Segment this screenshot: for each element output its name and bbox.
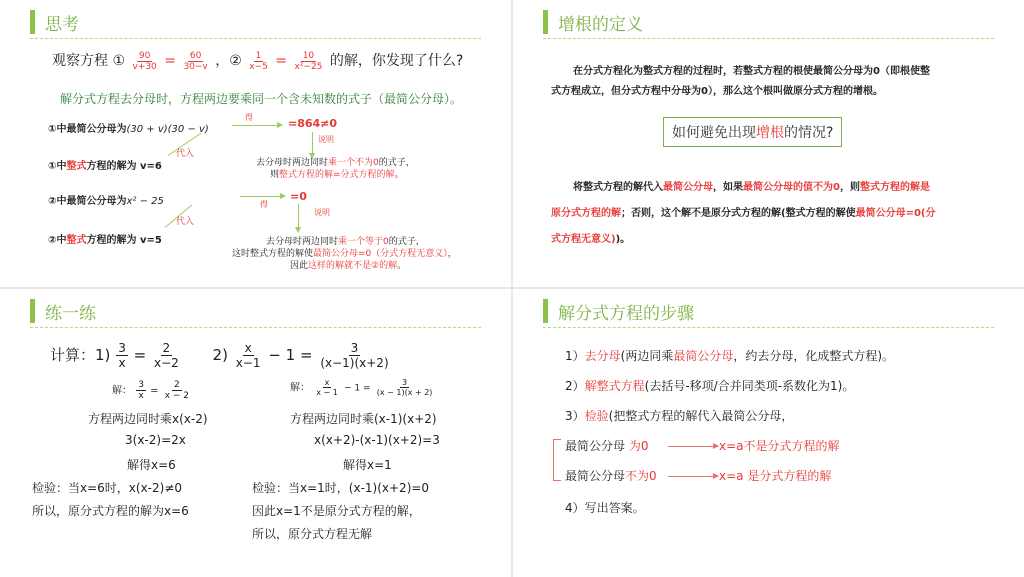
accent-bar bbox=[543, 299, 548, 323]
a2-step2: x(x+2)-(x-1)(x+2)=3 bbox=[314, 433, 440, 447]
eq2-equals: = bbox=[275, 53, 288, 69]
header-divider bbox=[543, 38, 994, 39]
row1-result: =864≠0 bbox=[288, 117, 338, 130]
a1-step1: 方程两边同时乘x(x-2) bbox=[88, 412, 208, 426]
accent-bar bbox=[30, 10, 35, 34]
header-divider bbox=[543, 327, 994, 328]
q1-left-fraction: $\frac{3}{x}$ bbox=[118, 341, 126, 370]
row2-note1: 去分母时两边同时乘一个不为0的式子， bbox=[256, 158, 415, 168]
a1-step4: 检验：当x=6时，x(x-2)≠0 bbox=[32, 481, 183, 495]
row2-note2: 则整式方程的解=分式方程的解。 bbox=[270, 170, 404, 180]
step-1: 1）去分母(两边同乘最简公分母，约去分母，化成整式方程)。 bbox=[565, 349, 895, 363]
eq2-right-fraction: $\frac{10}{\text{x²−25}}$ bbox=[294, 50, 323, 72]
check-line2: 原分式方程的解；否则，这个解不是原分式方程的解(整式方程的解使最简公分母=0(分 bbox=[551, 208, 936, 219]
observe-line bbox=[52, 50, 463, 72]
row3-daijin: 代入 bbox=[176, 217, 195, 227]
case-zero-arrow bbox=[668, 446, 718, 447]
row3-down-arrow bbox=[298, 204, 299, 232]
panel-header bbox=[30, 297, 96, 325]
a2-setup: 解： $\frac{x}{x - 1}$ − 1 = $\frac{3}{(x - 1)(x + 2)}$ bbox=[290, 378, 433, 397]
row3-explain: 说明 bbox=[314, 208, 330, 217]
row1-lcd: ①中最简公分母为(30 + v)(30 − v) bbox=[48, 124, 209, 135]
a2-step1: 方程两边同时乘(x-1)(x+2) bbox=[290, 412, 437, 426]
step-3: 3）检验(把整式方程的解代入最简公分母， bbox=[565, 409, 794, 423]
q2-right-fraction: $\frac{3}{(x-1)(x+2)}$ bbox=[320, 341, 389, 370]
a1-step5: 所以，原分式方程的解为x=6 bbox=[32, 504, 189, 518]
row1-arrow bbox=[232, 125, 282, 126]
question-line: 计算：1) $\frac{3}{x}$ = $\frac{2}{x-2}$ 2) $\frac{x}{x-1}$ − 1 = $\frac{3}{(x-1)(x+2)}$ bbox=[50, 341, 389, 370]
header-divider bbox=[30, 38, 481, 39]
row1-daijin: 代入 bbox=[176, 149, 195, 159]
row1-explain: 说明 bbox=[318, 135, 334, 144]
a1-setup: 解： $\frac{3}{x}$ = $\frac{2}{x - 2}$ bbox=[112, 380, 190, 401]
panel-practice bbox=[0, 289, 511, 577]
observe-prefix: 观察方程 ① bbox=[52, 53, 126, 69]
row3-result: =0 bbox=[290, 190, 307, 203]
eq1-left-fraction: $\frac{90}{v+30}$ bbox=[132, 50, 157, 72]
a2-step5: 因此x=1不是原分式方程的解， bbox=[252, 504, 421, 518]
a2-step4: 检验：当x=1时，(x-1)(x+2)=0 bbox=[252, 481, 430, 495]
panel-title: 练一练 bbox=[45, 303, 96, 324]
step-2: 2）解整式方程(去括号-移项/合并同类项-系数化为1)。 bbox=[565, 379, 855, 393]
accent-bar bbox=[543, 10, 548, 34]
panel-thinking bbox=[0, 0, 511, 287]
eq1-right-fraction: $\frac{60}{30-v}$ bbox=[183, 50, 208, 72]
a2-step3: 解得x=1 bbox=[343, 458, 392, 472]
header-divider bbox=[30, 327, 481, 328]
intro-text: 解分式方程去分母时，方程两边要乘同一个含未知数的式子（最简公分母）。 bbox=[60, 92, 463, 106]
check-line1: 将整式方程的解代入最简公分母，如果最简公分母的值不为0，则整式方程的解是 bbox=[573, 182, 930, 193]
definition-line1: 在分式方程化为整式方程的过程时，若整式方程的根使最简公分母为0（即根使整 bbox=[573, 66, 930, 77]
row2-solution: ①中整式方程的解为 v=6 bbox=[48, 161, 162, 172]
q2-left-fraction: $\frac{x}{x-1}$ bbox=[235, 341, 261, 370]
panel-title: 思考 bbox=[45, 14, 79, 35]
accent-bar bbox=[30, 299, 35, 323]
row3-arrow bbox=[240, 196, 285, 197]
a2-step6: 所以，原分式方程无解 bbox=[252, 527, 373, 541]
case-nonzero-arrow bbox=[668, 476, 718, 477]
panel-title: 增根的定义 bbox=[558, 14, 643, 35]
q1-right-fraction: $\frac{2}{x-2}$ bbox=[153, 341, 179, 370]
case-nonzero: 最简公分母不为0 bbox=[565, 469, 657, 483]
panel-solving-steps bbox=[513, 289, 1024, 577]
eq2-left-fraction: $\frac{1}{x-5}$ bbox=[249, 50, 268, 72]
row1-de-label: 得 bbox=[245, 113, 253, 122]
case-brace bbox=[553, 439, 561, 481]
row4-note3: 因此这样的解就不是②的解。 bbox=[290, 261, 407, 271]
observe-sep: ，② bbox=[215, 53, 242, 69]
case-nonzero-result: x=a 是分式方程的解 bbox=[719, 469, 832, 483]
panel-header bbox=[543, 297, 694, 325]
question-box: 如何避免出现增根的情况? bbox=[663, 117, 842, 147]
row4-note1: 去分母时两边同时乘一个等于0的式子， bbox=[266, 237, 425, 247]
row4-solution: ②中整式方程的解为 v=5 bbox=[48, 235, 162, 246]
panel-extraneous-root bbox=[513, 0, 1024, 287]
step-4: 4）写出答案。 bbox=[565, 501, 645, 515]
eq1-equals: = bbox=[164, 53, 176, 69]
case-zero: 最简公分母 为0 bbox=[565, 439, 649, 453]
case-zero-result: x=a不是分式方程的解 bbox=[719, 439, 840, 453]
definition-line2: 式方程成立，但分式方程中分母为0），那么这个根叫做原分式方程的增根。 bbox=[551, 86, 883, 97]
check-line3: 式方程无意义))。 bbox=[551, 234, 631, 245]
a1-step2: 3(x-2)=2x bbox=[125, 433, 186, 447]
row4-note2: 这时整式方程的解使最简公分母=0（分式方程无意义）， bbox=[232, 249, 457, 259]
panel-header bbox=[543, 8, 643, 36]
panel-header bbox=[30, 8, 79, 36]
row3-lcd: ②中最简公分母为x² − 25 bbox=[48, 196, 164, 207]
observe-suffix: 的解，你发现了什么? bbox=[329, 53, 464, 69]
row3-de-label: 得 bbox=[260, 200, 268, 209]
panel-title: 解分式方程的步骤 bbox=[558, 303, 694, 324]
a1-step3: 解得x=6 bbox=[127, 458, 176, 472]
